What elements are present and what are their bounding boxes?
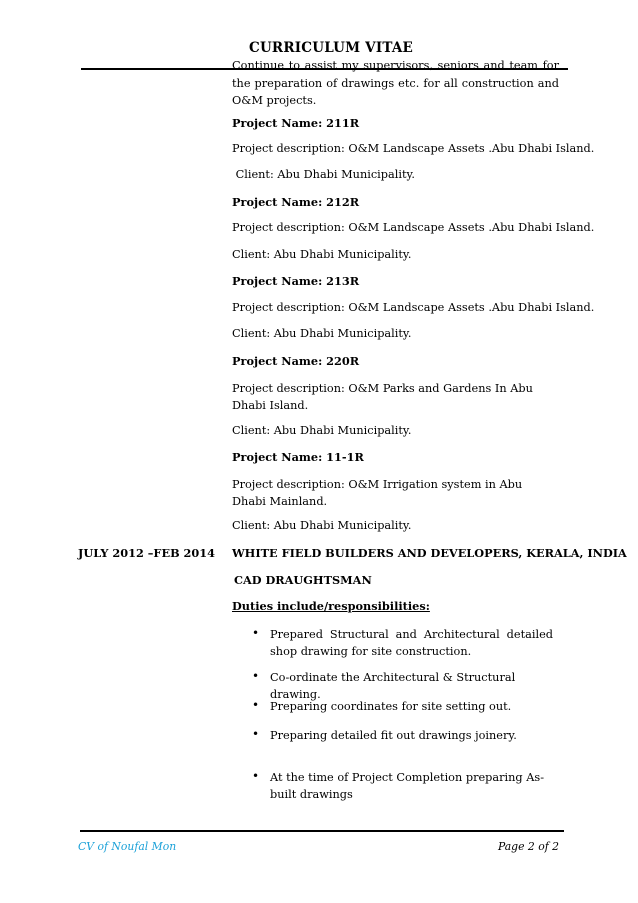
job-position: CAD DRAUGHTSMAN: [234, 573, 372, 587]
duty-item: Preparing coordinates for site setting out.: [270, 700, 512, 713]
project-name: Project Name: 220R: [232, 354, 360, 368]
job-company: WHITE FIELD BUILDERS AND DEVELOPERS, KERALA, INDIA: [232, 546, 627, 560]
duty-item: Co-ordinate the Architectural & Structural drawing.: [270, 671, 516, 701]
project-description: Project description: O&M Parks and Gardens In Abu Dhabi Island.: [232, 382, 533, 412]
project-name: Project Name: 211R: [232, 116, 360, 130]
duty-item: Preparing detailed fit out drawings joinery.: [270, 729, 517, 742]
bullet-icon: •: [252, 727, 260, 741]
bullet-icon: •: [252, 698, 260, 712]
footer-page-number: Page 2 of 2: [497, 840, 559, 853]
footer-divider: [80, 830, 564, 832]
project-description: Project description: O&M Landscape Assets .Abu Dhabi Island.: [232, 221, 595, 234]
project-description: Project description: O&M Landscape Assets .Abu Dhabi Island.: [232, 142, 595, 155]
project-description: Project description: O&M Irrigation system in Abu Dhabi Mainland.: [232, 478, 523, 508]
duties-heading: Duties include/responsibilities:: [232, 599, 430, 613]
job-dates: JULY 2012 –FEB 2014: [78, 546, 215, 560]
project-description: Project description: O&M Landscape Assets .Abu Dhabi Island.: [232, 301, 595, 314]
duty-item: Prepared Structural and Architectural detailed shop drawing for site construction.: [270, 628, 553, 658]
project-client: Client: Abu Dhabi Municipality.: [232, 168, 415, 181]
project-name: Project Name: 212R: [232, 195, 360, 209]
duty-item: At the time of Project Completion preparing As-built drawings: [270, 771, 545, 801]
project-client: Client: Abu Dhabi Municipality.: [232, 519, 412, 532]
project-client: Client: Abu Dhabi Municipality.: [232, 248, 412, 261]
bullet-icon: •: [252, 626, 260, 640]
project-name: Project Name: 213R: [232, 274, 360, 288]
intro-paragraph: Continue to assist my supervisors, seniors and team for the preparation of drawings etc. for all construction and O&M projects.: [232, 59, 559, 107]
page-title: CURRICULUM VITAE: [249, 40, 414, 56]
footer-cv-owner: CV of Noufal Mon: [78, 840, 177, 853]
project-client: Client: Abu Dhabi Municipality.: [232, 424, 412, 437]
project-client: Client: Abu Dhabi Municipality.: [232, 327, 412, 340]
project-name: Project Name: 11-1R: [232, 450, 364, 464]
bullet-icon: •: [252, 669, 260, 683]
bullet-icon: •: [252, 769, 260, 783]
